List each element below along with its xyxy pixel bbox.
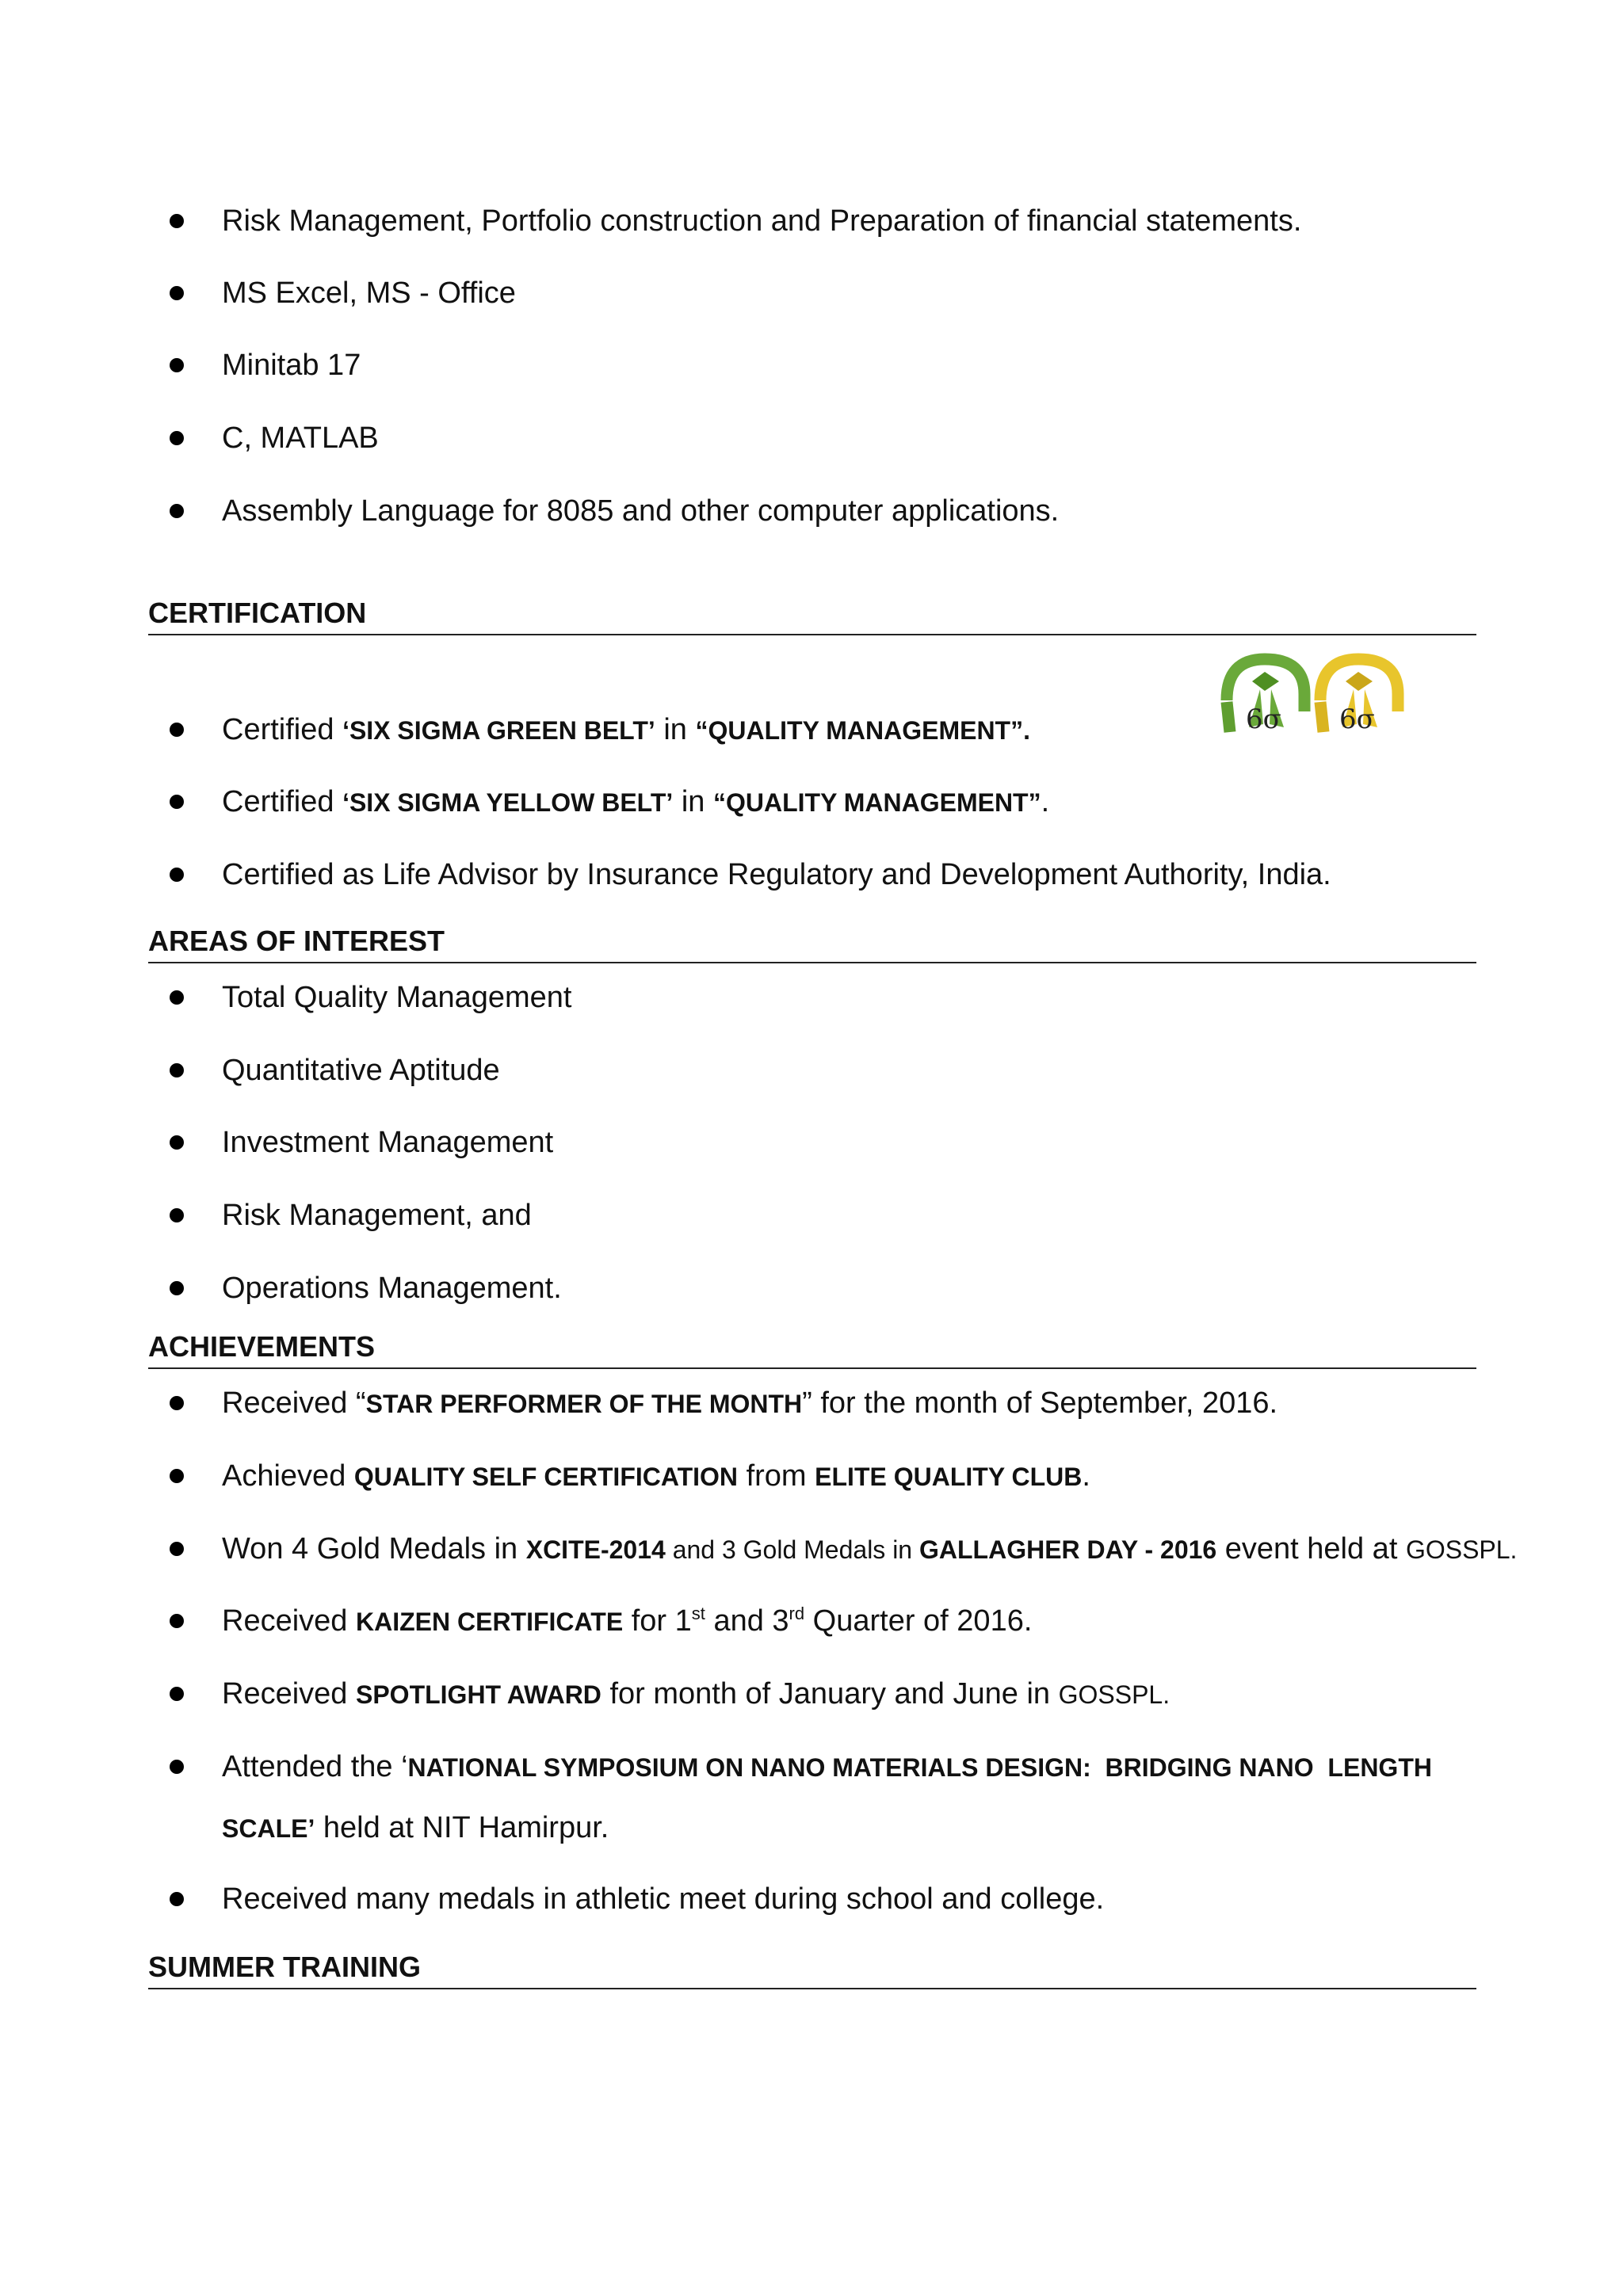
bold-text: SCALE’	[222, 1814, 315, 1843]
bold-text: KAIZEN CERTIFICATE	[355, 1608, 624, 1636]
bullet	[170, 1614, 184, 1628]
svg-text:6σ: 6σ	[1339, 704, 1375, 735]
bullet	[170, 1396, 184, 1410]
bold-text: ‘SIX SIGMA YELLOW BELT’	[342, 788, 674, 817]
text: Received	[222, 1677, 356, 1711]
bullet	[170, 1135, 184, 1150]
bold-text: SPOTLIGHT AWARD	[355, 1680, 601, 1709]
bullet	[170, 990, 184, 1005]
bullet	[170, 1281, 184, 1295]
text: GOSSPL.	[1405, 1535, 1518, 1564]
text: for month of January and June in	[601, 1677, 1059, 1711]
bullet	[170, 1687, 184, 1701]
yellow-belt-icon	[1320, 659, 1398, 735]
bullet	[170, 286, 184, 300]
section-divider	[148, 1988, 1476, 1989]
section-heading-areas-of-interest: AREAS OF INTEREST	[148, 925, 445, 957]
text: in	[655, 713, 696, 746]
achievement-item: Received many medals in athletic meet during school and college.	[222, 1882, 1105, 1916]
bullet	[170, 723, 184, 737]
section-heading-certification: CERTIFICATION	[148, 597, 367, 629]
achievement-item	[222, 1385, 1277, 1422]
superscript: rd	[789, 1604, 805, 1623]
certification-item	[222, 711, 1030, 749]
achievement-item	[222, 1749, 1432, 1786]
bold-text: XCITE-2014	[525, 1535, 666, 1564]
skill-item: C, MATLAB	[222, 421, 379, 455]
bullet	[170, 214, 184, 228]
text: held at NIT Hamirpur.	[315, 1811, 609, 1844]
text: for 1	[623, 1604, 692, 1638]
text: Won 4 Gold Medals in	[222, 1532, 526, 1566]
skill-item: Assembly Language for 8085 and other computer applications.	[222, 494, 1060, 528]
text: and 3 Gold Medals in	[665, 1535, 919, 1564]
skill-item: Minitab 17	[222, 349, 361, 382]
bold-text: ‘SIX SIGMA GREEN BELT’	[342, 716, 655, 745]
interest-item: Quantitative Aptitude	[222, 1054, 500, 1087]
text: ” for the month of September, 2016.	[802, 1386, 1278, 1420]
interest-item: Operations Management.	[222, 1272, 562, 1305]
text: Received	[222, 1604, 356, 1638]
six-sigma-belts-icon	[1219, 645, 1406, 738]
bullet	[170, 1208, 184, 1222]
achievement-item	[222, 1603, 1032, 1640]
bullet	[170, 868, 184, 882]
svg-text:6σ: 6σ	[1246, 704, 1281, 735]
bullet	[170, 1542, 184, 1556]
skill-item: MS Excel, MS - Office	[222, 277, 516, 310]
text: from	[738, 1459, 815, 1493]
bold-text: “QUALITY MANAGEMENT”	[712, 788, 1041, 817]
text: event held at	[1216, 1532, 1406, 1566]
superscript: st	[691, 1604, 705, 1623]
text: Quarter of 2016.	[804, 1604, 1033, 1638]
text: .	[1041, 785, 1050, 818]
bullet	[170, 1469, 184, 1483]
interest-item: Risk Management, and	[222, 1199, 532, 1232]
text: Attended the ‘	[222, 1750, 408, 1783]
achievement-item	[222, 1458, 1090, 1495]
interest-item: Investment Management	[222, 1126, 554, 1159]
bullet	[170, 504, 184, 518]
section-divider	[148, 634, 1476, 635]
section-divider	[148, 1367, 1476, 1369]
bullet	[170, 1063, 184, 1077]
bullet	[170, 431, 184, 445]
certification-item	[222, 784, 1049, 821]
bullet	[170, 795, 184, 809]
bold-text: QUALITY SELF CERTIFICATION	[353, 1463, 739, 1491]
text: in	[673, 785, 713, 818]
section-heading-summer-training: SUMMER TRAINING	[148, 1951, 421, 1983]
bold-text: “QUALITY MANAGEMENT”.	[695, 716, 1030, 745]
bold-text: STAR PERFORMER OF THE MONTH	[365, 1390, 803, 1418]
text: Achieved	[222, 1459, 354, 1493]
text: Certified	[222, 785, 343, 818]
achievement-item-continuation	[222, 1810, 609, 1847]
text: Certified	[222, 713, 343, 746]
certification-item: Certified as Life Advisor by Insurance Regulatory and Development Authority, India.	[222, 858, 1331, 891]
section-divider	[148, 962, 1476, 963]
section-heading-achievements: ACHIEVEMENTS	[148, 1330, 376, 1363]
bold-text: GALLAGHER DAY - 2016	[918, 1535, 1217, 1564]
achievement-item	[222, 1676, 1170, 1713]
text: Received “	[222, 1386, 366, 1420]
bold-text: NATIONAL SYMPOSIUM ON NANO MATERIALS DESIGN: BRIDGING NANO LENGTH	[407, 1753, 1432, 1782]
skill-item: Risk Management, Portfolio construction and Preparation of financial statements.	[222, 204, 1302, 238]
bullet	[170, 358, 184, 372]
bullet	[170, 1760, 184, 1774]
text: and 3	[705, 1604, 789, 1638]
text: GOSSPL.	[1058, 1680, 1170, 1709]
interest-item: Total Quality Management	[222, 981, 572, 1014]
text: .	[1082, 1459, 1090, 1493]
bullet	[170, 1892, 184, 1906]
green-belt-icon	[1227, 659, 1304, 735]
achievement-item	[222, 1531, 1517, 1568]
bold-text: ELITE QUALITY CLUB	[815, 1463, 1083, 1491]
